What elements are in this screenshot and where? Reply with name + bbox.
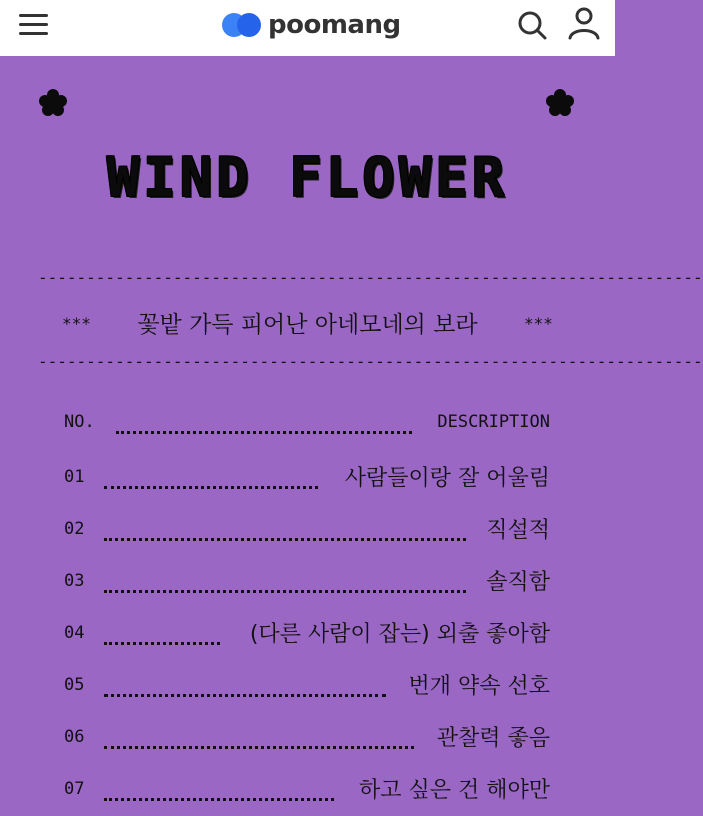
divider: --------------------------------------------------------------------- xyxy=(38,268,703,287)
subtitle: 꽃밭 가득 피어난 아네모네의 보라 xyxy=(137,312,478,338)
list-item xyxy=(64,461,550,491)
flower-icon xyxy=(545,88,575,118)
page-title: WIND FLOWER xyxy=(106,146,509,209)
item-number: 01 xyxy=(64,467,85,487)
dot-leader xyxy=(104,677,386,697)
header-description: DESCRIPTION xyxy=(437,412,550,432)
stars-right: *** xyxy=(524,314,553,333)
user-icon xyxy=(567,6,601,42)
stars-left: *** xyxy=(62,314,91,333)
item-number: 04 xyxy=(64,623,85,643)
content-area xyxy=(0,56,703,816)
top-bar xyxy=(0,0,615,56)
menu-button[interactable] xyxy=(19,12,49,38)
brand-name: poomang xyxy=(268,10,401,40)
item-number: 06 xyxy=(64,727,85,747)
brand-logo[interactable] xyxy=(222,8,401,42)
dot-leader xyxy=(104,625,220,645)
list-item xyxy=(64,721,550,751)
search-button[interactable] xyxy=(515,8,549,42)
search-icon xyxy=(515,8,549,42)
dot-leader xyxy=(104,781,334,801)
table-header xyxy=(64,406,550,436)
list-item xyxy=(64,669,550,699)
dot-leader xyxy=(104,469,318,489)
item-description: 관찰력 좋음 xyxy=(436,726,550,751)
list-item xyxy=(64,513,550,543)
dot-leader xyxy=(104,729,414,749)
dot-leader xyxy=(104,521,466,541)
item-description: (다른 사람이 잡는) 외출 좋아함 xyxy=(249,622,550,647)
logo-mark-icon xyxy=(222,11,262,39)
item-description: 번개 약속 선호 xyxy=(408,674,550,699)
menu-icon xyxy=(19,14,48,17)
item-number: 07 xyxy=(64,779,85,799)
dot-leader xyxy=(104,573,466,593)
flower-icon xyxy=(38,88,68,118)
user-button[interactable] xyxy=(567,6,601,42)
list-item xyxy=(64,773,550,803)
subtitle-row xyxy=(0,304,615,344)
item-description: 하고 싶은 건 해야만 xyxy=(359,778,550,803)
item-description: 직설적 xyxy=(486,518,550,543)
divider: --------------------------------------------------------------------- xyxy=(38,352,703,371)
list-item xyxy=(64,565,550,595)
item-description: 솔직함 xyxy=(486,570,550,595)
item-number: 03 xyxy=(64,571,85,591)
item-number: 02 xyxy=(64,519,85,539)
item-number: 05 xyxy=(64,675,85,695)
list-item xyxy=(64,617,550,647)
menu-icon-bar xyxy=(19,23,48,26)
header-no: NO. xyxy=(64,412,95,432)
menu-icon-bar xyxy=(19,32,48,35)
item-description: 사람들이랑 잘 어울림 xyxy=(344,466,550,491)
dot-leader xyxy=(116,414,412,434)
